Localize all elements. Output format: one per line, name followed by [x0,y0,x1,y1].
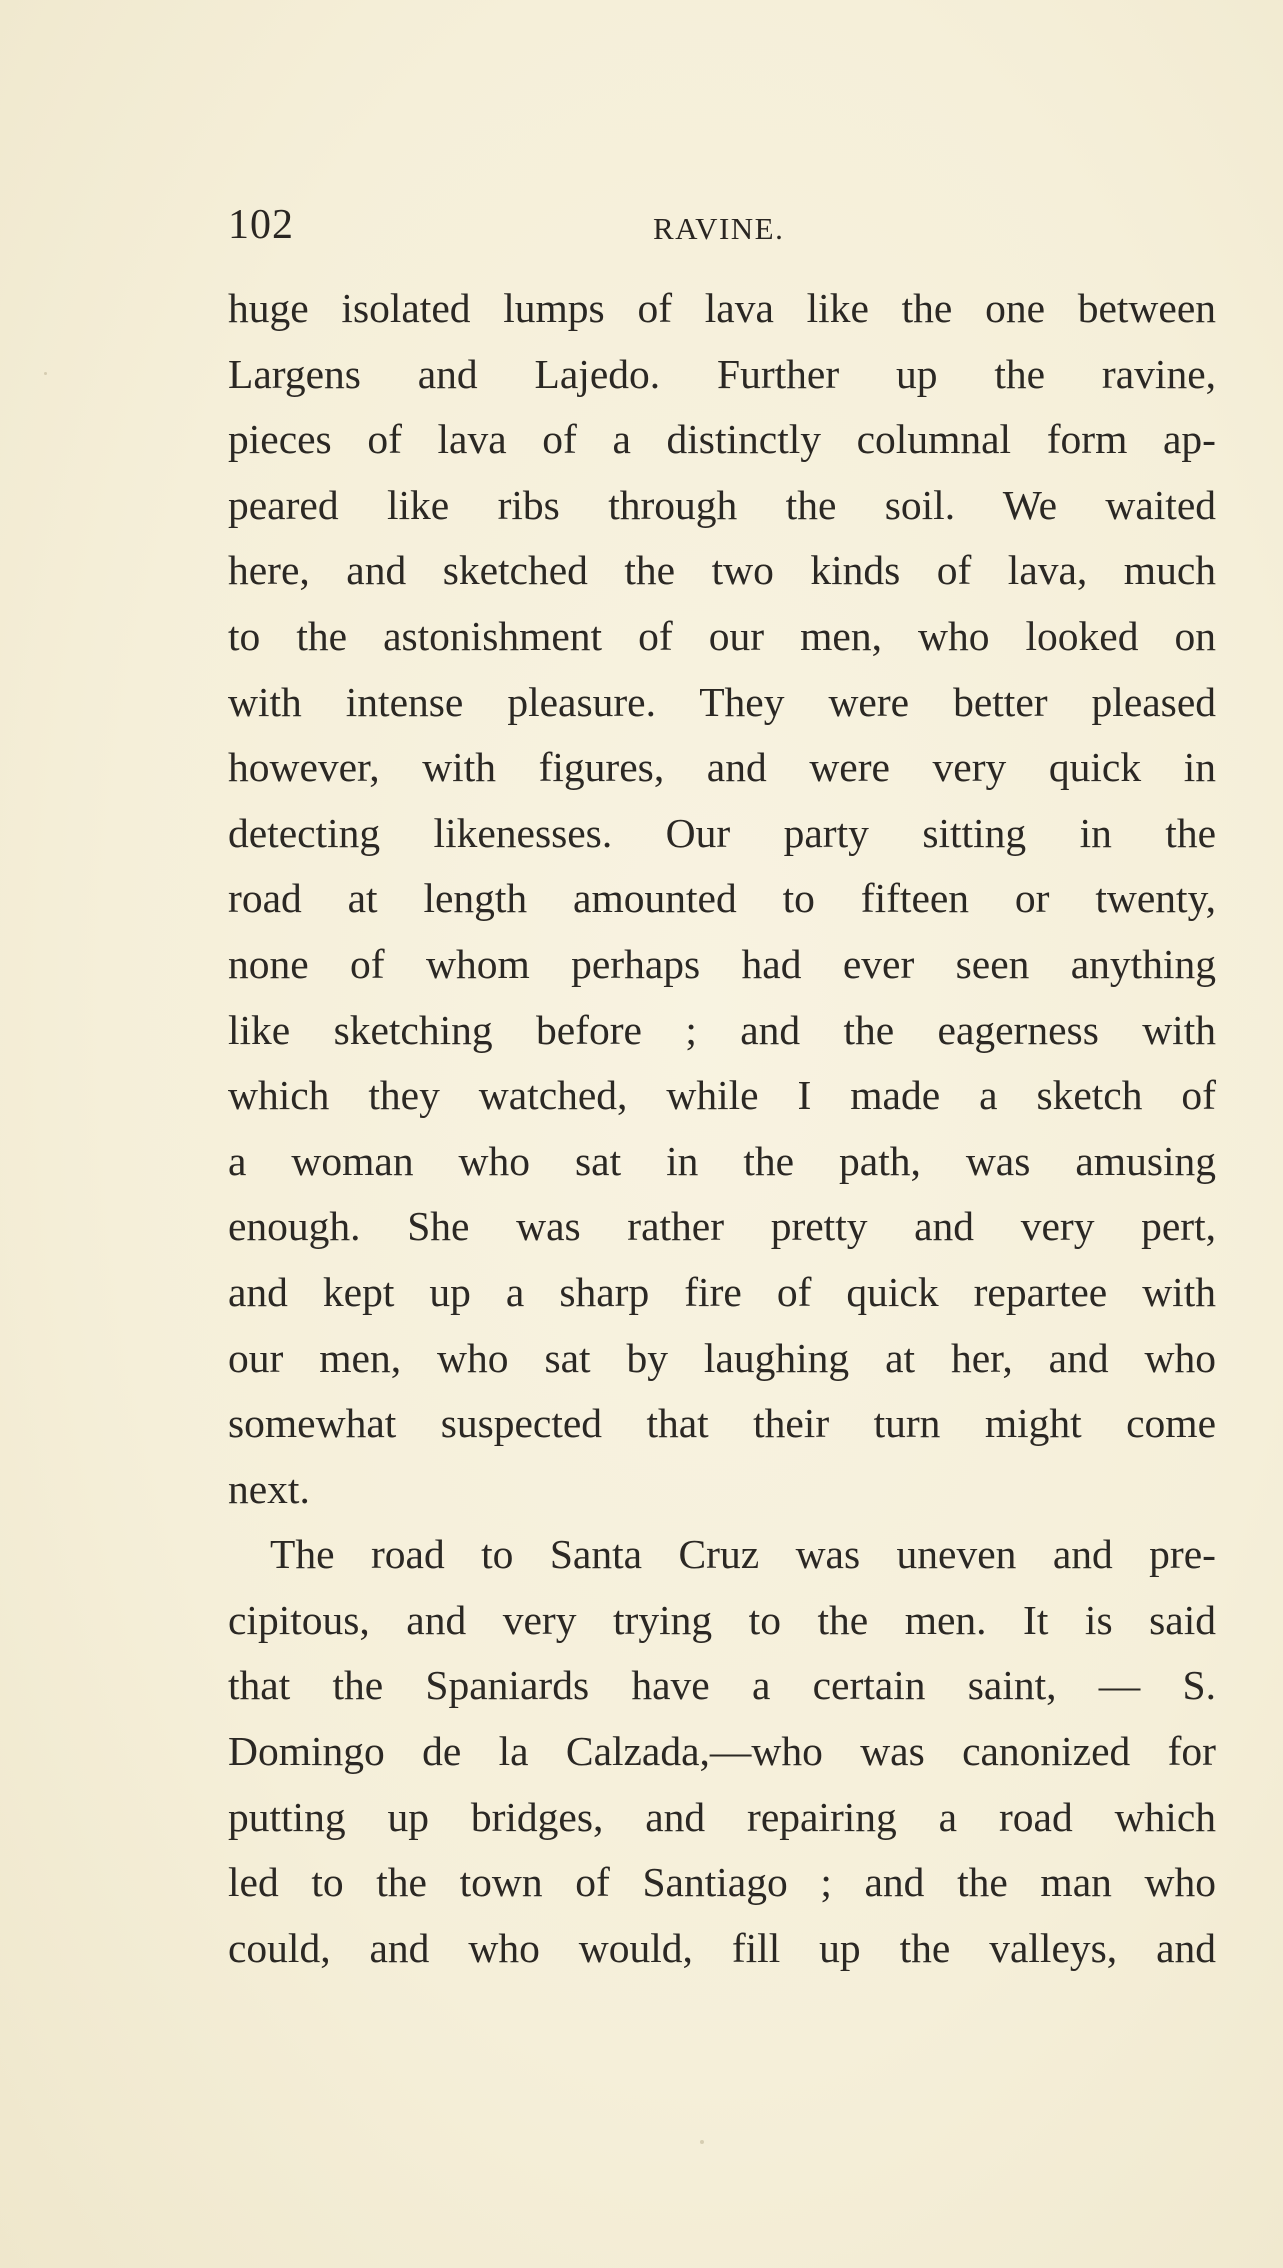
text-line: road at length amounted to fifteen or twenty, [228,875,1216,922]
text-line: however, with figures, and were very quick in [228,744,1216,791]
body-text [228,276,1216,1981]
text-line: here, and sketched the two kinds of lava, much [228,547,1216,594]
text-line: led to the town of Santiago ; and the man who [228,1859,1216,1906]
text-line: to the astonishment of our men, who looked on [228,612,1216,659]
text-line: our men, who sat by laughing at her, and who [228,1334,1216,1381]
paper-speck [700,2140,704,2144]
paper-speck [44,372,47,375]
text-line: none of whom perhaps had ever seen anything [228,940,1216,987]
paragraph [228,276,1216,1522]
text-line: enough. She was rather pretty and very pert, [228,1203,1216,1250]
text-line: detecting likenesses. Our party sitting in the [228,809,1216,856]
text-line: Largens and Lajedo. Further up the ravine, [228,350,1216,397]
running-title: RAVINE. [653,211,785,246]
text-line: The road to Santa Cruz was uneven and pre- [270,1531,1216,1578]
running-head [228,195,803,255]
text-line: cipitous, and very trying to the men. It is said [228,1596,1216,1643]
page-number: 102 [228,202,294,248]
text-line: could, and who would, fill up the valleys, and [228,1924,1216,1971]
text-line: putting up bridges, and repairing a road which [228,1793,1216,1840]
text-line: with intense pleasure. They were better pleased [228,678,1216,725]
text-line: like sketching before ; and the eagerness with [228,1006,1216,1053]
text-line: next. [228,1465,310,1512]
text-line: and kept up a sharp fire of quick repartee with [228,1268,1216,1315]
text-line: Domingo de la Calzada,—who was canonized for [228,1728,1216,1775]
text-line: which they watched, while I made a sketch of [228,1072,1216,1119]
text-line: huge isolated lumps of lava like the one between [228,285,1216,331]
text-line: that the Spaniards have a certain saint, — S. [228,1662,1216,1709]
text-line: peared like ribs through the soil. We waited [228,481,1216,528]
text-line: a woman who sat in the path, was amusing [228,1137,1216,1184]
text-line: somewhat suspected that their turn might come [228,1400,1216,1447]
paragraph [228,1522,1216,1981]
text-line: pieces of lava of a distinctly columnal form ap- [228,416,1216,463]
